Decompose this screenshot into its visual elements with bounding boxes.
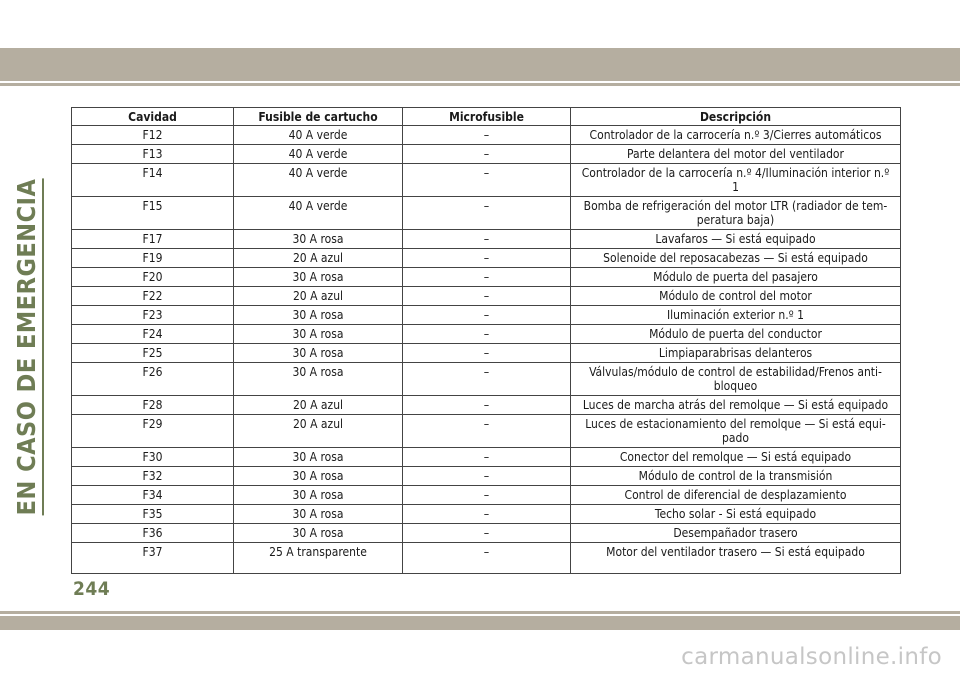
cell-descripcion: Módulo de puerta del pasajero bbox=[571, 268, 901, 287]
cell-cavidad: F34 bbox=[72, 486, 234, 505]
cell-cavidad: F24 bbox=[72, 325, 234, 344]
cell-descripcion: Controlador de la carrocería n.º 3/Cierres automáticos bbox=[571, 126, 901, 145]
cell-microfusible: – bbox=[403, 344, 571, 363]
cell-fusible-cartucho: 40 A verde bbox=[234, 197, 403, 230]
cell-microfusible: – bbox=[403, 268, 571, 287]
cell-descripcion: Parte delantera del motor del ventilador bbox=[571, 145, 901, 164]
cell-microfusible: – bbox=[403, 467, 571, 486]
cell-descripcion: Controlador de la carrocería n.º 4/Iluminación interior n.º 1 bbox=[571, 164, 901, 197]
table-row bbox=[72, 344, 901, 363]
cell-cavidad: F30 bbox=[72, 448, 234, 467]
cell-fusible-cartucho: 30 A rosa bbox=[234, 363, 403, 396]
cell-cavidad: F35 bbox=[72, 505, 234, 524]
cell-microfusible: – bbox=[403, 415, 571, 448]
fuse-table bbox=[71, 107, 901, 574]
table-row bbox=[72, 287, 901, 306]
column-header-cavidad: Cavidad bbox=[72, 108, 234, 126]
cell-cavidad: F29 bbox=[72, 415, 234, 448]
cell-cavidad: F32 bbox=[72, 467, 234, 486]
cell-descripcion: Desempañador trasero bbox=[571, 524, 901, 543]
cell-cavidad: F26 bbox=[72, 363, 234, 396]
cell-fusible-cartucho: 40 A verde bbox=[234, 164, 403, 197]
cell-cavidad: F25 bbox=[72, 344, 234, 363]
table-row bbox=[72, 306, 901, 325]
table-row bbox=[72, 448, 901, 467]
cell-microfusible: – bbox=[403, 164, 571, 197]
cell-descripcion: Control de diferencial de desplazamiento bbox=[571, 486, 901, 505]
cell-fusible-cartucho: 30 A rosa bbox=[234, 230, 403, 249]
column-header-fusible-cartucho: Fusible de cartucho bbox=[234, 108, 403, 126]
cell-descripcion: Luces de estacionamiento del remolque — Si está equi-pado bbox=[571, 415, 901, 448]
cell-cavidad: F22 bbox=[72, 287, 234, 306]
table-row bbox=[72, 325, 901, 344]
cell-microfusible: – bbox=[403, 486, 571, 505]
cell-descripcion: Techo solar - Si está equipado bbox=[571, 505, 901, 524]
cell-descripcion: Módulo de puerta del conductor bbox=[571, 325, 901, 344]
cell-microfusible: – bbox=[403, 287, 571, 306]
table-row bbox=[72, 268, 901, 287]
table-row bbox=[72, 230, 901, 249]
cell-fusible-cartucho: 40 A verde bbox=[234, 126, 403, 145]
cell-fusible-cartucho: 30 A rosa bbox=[234, 505, 403, 524]
header-band bbox=[0, 48, 960, 81]
cell-cavidad: F23 bbox=[72, 306, 234, 325]
cell-fusible-cartucho: 20 A azul bbox=[234, 249, 403, 268]
cell-descripcion: Iluminación exterior n.º 1 bbox=[571, 306, 901, 325]
footer-rule bbox=[0, 611, 960, 614]
cell-microfusible: – bbox=[403, 197, 571, 230]
cell-fusible-cartucho: 20 A azul bbox=[234, 287, 403, 306]
cell-microfusible: – bbox=[403, 325, 571, 344]
cell-fusible-cartucho: 30 A rosa bbox=[234, 524, 403, 543]
cell-fusible-cartucho: 30 A rosa bbox=[234, 344, 403, 363]
cell-fusible-cartucho: 20 A azul bbox=[234, 396, 403, 415]
fuse-table-body bbox=[72, 126, 901, 574]
cell-cavidad: F17 bbox=[72, 230, 234, 249]
column-header-descripcion: Descripción bbox=[571, 108, 901, 126]
cell-microfusible: – bbox=[403, 249, 571, 268]
cell-cavidad: F13 bbox=[72, 145, 234, 164]
table-row bbox=[72, 126, 901, 145]
cell-cavidad: F20 bbox=[72, 268, 234, 287]
page-number: 244 bbox=[73, 578, 111, 600]
cell-microfusible: – bbox=[403, 363, 571, 396]
cell-microfusible: – bbox=[403, 448, 571, 467]
cell-descripcion: Luces de marcha atrás del remolque — Si está equipado bbox=[571, 396, 901, 415]
cell-fusible-cartucho: 30 A rosa bbox=[234, 448, 403, 467]
table-row bbox=[72, 415, 901, 448]
cell-microfusible: – bbox=[403, 230, 571, 249]
cell-microfusible: – bbox=[403, 396, 571, 415]
cell-cavidad: F15 bbox=[72, 197, 234, 230]
table-row bbox=[72, 543, 901, 574]
cell-fusible-cartucho: 30 A rosa bbox=[234, 325, 403, 344]
table-row bbox=[72, 145, 901, 164]
cell-cavidad: F28 bbox=[72, 396, 234, 415]
cell-cavidad: F36 bbox=[72, 524, 234, 543]
cell-fusible-cartucho: 30 A rosa bbox=[234, 306, 403, 325]
cell-cavidad: F14 bbox=[72, 164, 234, 197]
cell-cavidad: F37 bbox=[72, 543, 234, 574]
cell-microfusible: – bbox=[403, 505, 571, 524]
cell-descripcion: Módulo de control de la transmisión bbox=[571, 467, 901, 486]
table-row bbox=[72, 363, 901, 396]
cell-descripcion: Limpiaparabrisas delanteros bbox=[571, 344, 901, 363]
table-row bbox=[72, 486, 901, 505]
table-row bbox=[72, 467, 901, 486]
cell-descripcion: Válvulas/módulo de control de estabilidad/Frenos anti-bloqueo bbox=[571, 363, 901, 396]
column-header-microfusible: Microfusible bbox=[403, 108, 571, 126]
header-rule bbox=[0, 83, 960, 86]
cell-descripcion: Bomba de refrigeración del motor LTR (radiador de tem-peratura baja) bbox=[571, 197, 901, 230]
section-side-label: EN CASO DE EMERGENCIA bbox=[12, 179, 44, 516]
top-margin bbox=[0, 0, 960, 48]
cell-microfusible: – bbox=[403, 543, 571, 574]
table-header-row bbox=[72, 108, 901, 126]
table-row bbox=[72, 164, 901, 197]
cell-descripcion: Motor del ventilador trasero — Si está equipado bbox=[571, 543, 901, 574]
table-row bbox=[72, 197, 901, 230]
cell-fusible-cartucho: 40 A verde bbox=[234, 145, 403, 164]
table-row bbox=[72, 524, 901, 543]
cell-descripcion: Lavafaros — Si está equipado bbox=[571, 230, 901, 249]
cell-cavidad: F12 bbox=[72, 126, 234, 145]
cell-fusible-cartucho: 30 A rosa bbox=[234, 268, 403, 287]
cell-descripcion: Conector del remolque — Si está equipado bbox=[571, 448, 901, 467]
cell-fusible-cartucho: 20 A azul bbox=[234, 415, 403, 448]
watermark-text: carmanualsonline.info bbox=[681, 644, 942, 670]
cell-cavidad: F19 bbox=[72, 249, 234, 268]
footer-band bbox=[0, 616, 960, 630]
cell-microfusible: – bbox=[403, 524, 571, 543]
cell-descripcion: Solenoide del reposacabezas — Si está equipado bbox=[571, 249, 901, 268]
cell-microfusible: – bbox=[403, 145, 571, 164]
cell-fusible-cartucho: 30 A rosa bbox=[234, 486, 403, 505]
cell-descripcion: Módulo de control del motor bbox=[571, 287, 901, 306]
cell-fusible-cartucho: 25 A transparente bbox=[234, 543, 403, 574]
cell-microfusible: – bbox=[403, 126, 571, 145]
table-row bbox=[72, 396, 901, 415]
cell-fusible-cartucho: 30 A rosa bbox=[234, 467, 403, 486]
table-row bbox=[72, 505, 901, 524]
cell-microfusible: – bbox=[403, 306, 571, 325]
table-row bbox=[72, 249, 901, 268]
